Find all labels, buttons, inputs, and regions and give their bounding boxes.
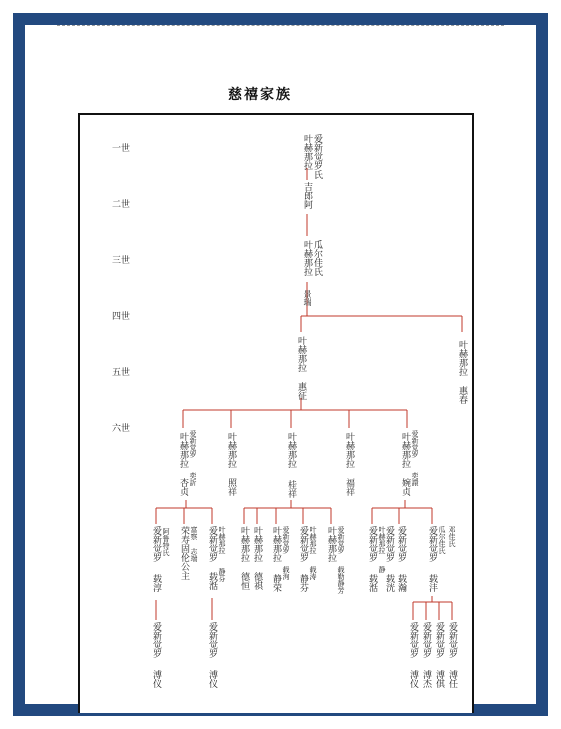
name-d6: 溥任 — [447, 670, 457, 688]
name-g6d: 福祥 — [344, 478, 354, 496]
person-c12: 爱新觉罗 — [427, 526, 437, 562]
name-c11: 载瀚 — [396, 574, 406, 592]
person-d2: 爱新觉罗 — [207, 622, 217, 658]
spouse-c3: 叶赫那拉 — [218, 526, 226, 554]
person-d6: 爱新觉罗 — [447, 622, 457, 658]
name-d5: 溥倛 — [434, 670, 444, 688]
spouse-g6e: 爱新觉罗 — [411, 430, 419, 458]
name-d1: 溥仪 — [151, 670, 161, 688]
spouse-c12: 瓜尔佳氏 — [438, 526, 446, 554]
name-c4: 德恒 — [239, 572, 249, 590]
person-g6d: 叶赫那拉 — [344, 432, 354, 468]
generation-label: 三世 — [112, 256, 131, 266]
person-g6b: 叶赫那拉 — [226, 432, 236, 468]
name2-c6: 静荣 — [271, 574, 281, 592]
person-c8: 叶赫那拉 — [326, 526, 336, 562]
name2-c7: 静芬 — [298, 574, 308, 592]
name-c2: 志端 — [190, 548, 198, 562]
spouse-g6a: 爱新觉罗 — [189, 430, 197, 458]
person-d1: 爱新觉罗 — [151, 622, 161, 658]
person-g6e: 叶赫那拉 — [400, 432, 410, 468]
name-d3: 溥仪 — [408, 670, 418, 688]
spouse-g1: 爱新觉罗氏 — [312, 134, 322, 179]
spouse-c6: 爱新觉罗 — [282, 526, 290, 554]
person-c3: 爱新觉罗 — [207, 526, 217, 562]
name-c6: 载洵 — [282, 566, 290, 580]
name-c3: 静芬 — [218, 568, 226, 582]
name-g6a: 奕訢 — [189, 472, 197, 486]
spouse-c9: 叶赫那拉 — [378, 526, 386, 554]
person-g6c: 叶赫那拉 — [286, 432, 296, 468]
person-c1: 爱新觉罗 — [151, 526, 161, 562]
name-c10: 载洸 — [384, 574, 394, 592]
person-c7: 爱新觉罗 — [298, 526, 308, 562]
person-d5: 爱新觉罗 — [434, 622, 444, 658]
name-c12: 载沣 — [427, 574, 437, 592]
person-c6: 叶赫那拉 — [271, 526, 281, 562]
name-g3: 景瑞 — [303, 290, 312, 306]
spouse-g3: 瓜尔佳氏 — [312, 240, 322, 276]
spouse-c1: 阿鲁特氏 — [162, 528, 170, 556]
generation-label: 一世 — [112, 144, 131, 154]
name-c1: 载淳 — [151, 574, 161, 592]
name-c9: 静 — [378, 566, 386, 573]
person-c10: 爱新觉罗 — [384, 526, 394, 562]
spouse-c7: 叶赫那拉 — [309, 526, 317, 554]
person-g4b: 叶赫那拉 — [457, 340, 467, 376]
person-c5: 叶赫那拉 — [252, 526, 262, 562]
person-d3: 爱新觉罗 — [408, 622, 418, 658]
name-g6e: 奕譞 — [411, 472, 419, 486]
name-c5: 德祺 — [252, 572, 262, 590]
person-c9: 爱新觉罗 — [367, 526, 377, 562]
person-g3: 叶赫那拉 — [302, 240, 312, 276]
name-g6c: 桂祥 — [286, 480, 296, 498]
person-c4: 叶赫那拉 — [239, 526, 249, 562]
name-d4: 溥杰 — [421, 670, 431, 688]
spouse-c8: 爱新觉罗 — [337, 526, 345, 554]
generation-label: 四世 — [112, 312, 131, 322]
name-c7: 载涛 — [309, 566, 317, 580]
name-d2: 溥仪 — [207, 670, 217, 688]
person-g6a: 叶赫那拉 — [178, 432, 188, 468]
spouse-c2: 富察 — [190, 526, 198, 540]
person-g1: 叶赫那拉 — [302, 134, 312, 170]
name-g4a: 惠征 — [296, 382, 306, 400]
generation-label: 二世 — [112, 200, 131, 210]
person-d4: 爱新觉罗 — [421, 622, 431, 658]
name-c8: 载勒静芳 — [337, 566, 345, 594]
chart-title: 慈禧家族 — [228, 87, 292, 103]
extra-c12: 邓佳氏 — [448, 526, 456, 547]
name2-g6a: 杏贞 — [178, 478, 188, 496]
person-g4a: 叶赫那拉 — [296, 336, 306, 372]
name2-g6e: 婉贞 — [400, 478, 410, 496]
person-g2: 吉郎阿 — [302, 182, 312, 209]
generation-label: 六世 — [112, 424, 131, 434]
name2-c9: 载湉 — [367, 574, 377, 592]
generation-label: 五世 — [112, 368, 131, 378]
person-c2: 荣寿固伦公主 — [179, 526, 189, 580]
name2-c3: 载湉 — [207, 572, 217, 590]
person-c11: 爱新觉罗 — [396, 526, 406, 562]
name-g6b: 照祥 — [226, 478, 236, 496]
name-g4b: 惠春 — [457, 386, 467, 404]
